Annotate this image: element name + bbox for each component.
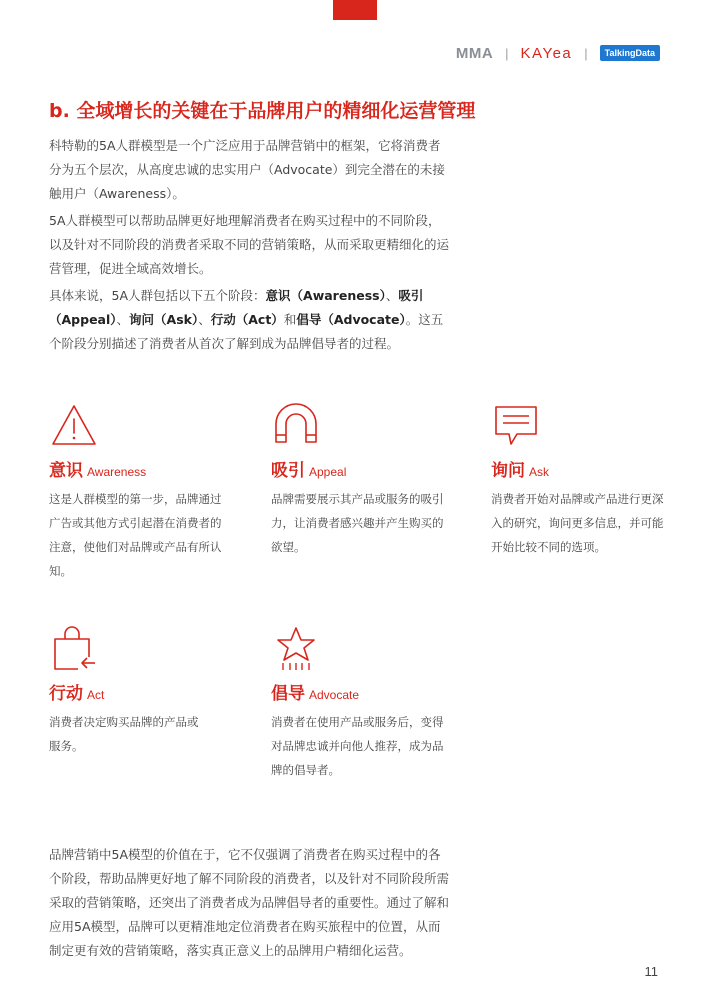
- stage-title-cn: 吸引: [271, 461, 305, 481]
- header-logos: [456, 44, 660, 62]
- stage-title-en: Appeal: [309, 465, 347, 479]
- talkingdata-logo: TalkingData: [600, 45, 660, 61]
- stage-title-en: Awareness: [87, 465, 147, 479]
- chat-bubble-icon: [491, 402, 541, 450]
- stage-title-cn: 行动: [49, 684, 83, 704]
- top-red-tab: [333, 0, 377, 20]
- model-purpose-paragraph: 5A人群模型可以帮助品牌更好地理解消费者在购买过程中的不同阶段，以及针对不同阶段的消费者采取不同的营销策略，从而采取更精细化的运营管理，促进全域高效增长。: [49, 213, 450, 276]
- section-heading: b. 全域增长的关键在于品牌用户的精细化运营管理: [49, 100, 476, 122]
- stage-description: 消费者开始对品牌或产品进行更深入的研究，询问更多信息，并可能开始比较不同的选项。: [491, 492, 664, 554]
- stage-title-en: Ask: [529, 465, 550, 479]
- keyword-advocate: 倡导（Advocate）: [296, 312, 406, 327]
- stage-ask: [491, 402, 671, 559]
- stage-awareness: [49, 402, 229, 583]
- keyword-appeal: 吸引（Appeal）: [49, 288, 424, 327]
- stage-description: 这是人群模型的第一步，品牌通过广告或其他方式引起潜在消费者的注意，使他们对品牌或产品有所认知。: [49, 492, 222, 578]
- star-icon: [271, 625, 321, 673]
- kayea-logo: KAYea: [520, 44, 573, 62]
- keyword-ask: 询问（Ask）: [129, 312, 199, 327]
- stage-description: 消费者在使用产品或服务后，变得对品牌忠诚并向他人推荐，成为品牌的倡导者。: [271, 715, 444, 777]
- stage-description: 品牌需要展示其产品或服务的吸引力，让消费者感兴趣并产生购买的欲望。: [271, 492, 444, 554]
- shopping-bag-icon: [49, 625, 99, 673]
- keyword-act: 行动（Act）: [210, 312, 284, 327]
- stage-title-cn: 询问: [491, 461, 525, 481]
- stage-act: [49, 625, 199, 758]
- logo-separator: |: [584, 45, 588, 61]
- stage-title-en: Act: [87, 688, 105, 702]
- conclusion-paragraph: 品牌营销中5A模型的价值在于，它不仅强调了消费者在购买过程中的各个阶段，帮助品牌更好地了解不同阶段的消费者，以及针对不同阶段所需采取的营销策略，还突出了消费者成为品牌倡导者的重要性。通过了解和应用5A模型，品牌可以更精准地定位消费者在购买旅程中的位置，从而制定更有效的营销策略，落实真正意义上的品牌用户精细化运营。: [49, 847, 450, 958]
- stage-description: 消费者决定购买品牌的产品或服务。: [49, 715, 199, 753]
- stage-title-en: Advocate: [309, 688, 360, 702]
- stages-overview-paragraph: 具体来说，5A人群包括以下五个阶段：意识（Awareness）、吸引（Appeal）、询问（Ask）、行动（Act）和倡导（Advocate）。这五个阶段分别描述了消费者从首次了解到成为品牌倡导者的过程。: [49, 288, 444, 351]
- page-number: 11: [644, 964, 658, 979]
- intro-paragraph: 科特勒的5A人群模型是一个广泛应用于品牌营销中的框架，它将消费者分为五个层次，从高度忠诚的忠实用户（Advocate）到完全潜在的未接触用户（Awareness）。: [49, 138, 445, 201]
- stage-title-cn: 倡导: [271, 684, 305, 704]
- stage-title-cn: 意识: [49, 461, 83, 481]
- stage-appeal: [271, 402, 451, 559]
- keyword-awareness: 意识（Awareness）: [265, 288, 386, 303]
- magnet-icon: [271, 402, 321, 450]
- mma-logo: MMA: [455, 44, 494, 62]
- warning-triangle-icon: [49, 402, 99, 450]
- stage-advocate: [271, 625, 451, 782]
- logo-separator: |: [505, 45, 509, 61]
